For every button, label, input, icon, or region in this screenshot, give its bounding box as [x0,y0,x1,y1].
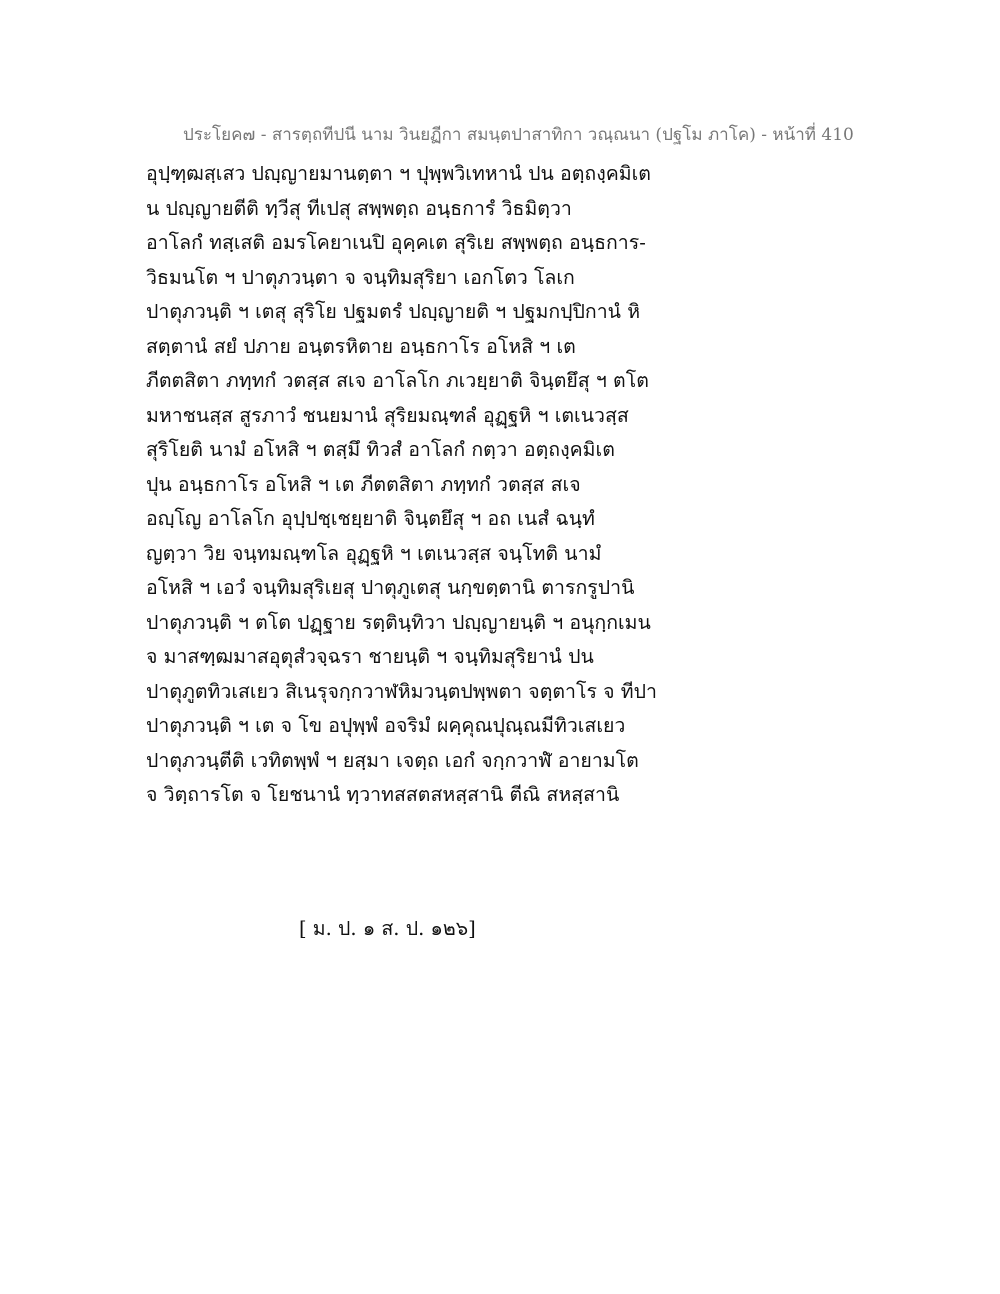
text-line: สตฺตานํ สยํ ปภาย อนฺตรหิตาย อนฺธกาโร อโหสิ ฯ เต [146,334,576,358]
body-text [146,157,706,813]
text-line: อุปฺฑฺฒสฺเสว ปญฺญายมานตฺตา ฯ ปุพฺพวิเทหานํ ปน อตฺถงฺคมิเต [146,162,651,185]
text-line: ปาตุภวนฺติ ฯ เต จ โข อปุพฺพํ อจริมํ ผคฺคุณปุณฺณมีทิวเสเยว [146,714,626,737]
text-line: ปาตุภูตทิวเสเยว สิเนรุจกฺกวาฬหิมวนฺตปพฺพตา จตฺตาโร จ ทีปา [146,679,657,703]
text-line: ภีตตสิตา ภทฺทกํ วตสฺส สเจ อาโลโก ภเวยฺยาติ จินฺตยึสุ ฯ ตโต [146,369,649,392]
text-line: ญตฺวา วิย จนฺทมณฺฑโล อุฏฺฐหิ ฯ เตเนวสฺส จนฺโทติ นามํ [146,541,602,565]
text-line: จ วิตฺถารโต จ โยชนานํ ทฺวาทสสตสหสฺสานิ ตีณิ สหสฺสานิ [146,783,620,806]
page-header: ประโยค๗ - สารตฺถทีปนี นาม วินยฏีกา สมนฺตปาสาทิกา วณฺณนา (ปฐโม ภาโค) - หน้าที่ 410 [183,125,854,145]
text-line: อญฺโญ อาโลโก อุปฺปชฺเชยฺยาติ จินฺตยึสุ ฯ อถ เนสํ ฉนฺทํ [146,507,595,530]
text-line: สุริโยติ นามํ อโหสิ ฯ ตสฺมึ ทิวสํ อาโลกํ กตฺวา อตฺถงฺคมิเต [146,438,615,461]
footnote-reference: [ ม. ป. ๑ ส. ป. ๑๒๖] [299,917,476,940]
text-line: จ มาสฑฺฒมาสอุตุสํวจฺฉรา ชายนฺติ ฯ จนฺทิมสุริยานํ ปน [146,645,594,668]
text-line: ปาตุภวนฺติ ฯ ตโต ปฏฺฐาย รตฺตินฺทิวา ปญฺญายนฺติ ฯ อนุกฺกเมน [146,610,651,634]
text-line: วิธมนโต ฯ ปาตุภวนฺตา จ จนฺทิมสุริยา เอกโตว โลเก [146,265,575,289]
text-line: น ปญฺญายตีติ ทฺวีสุ ทีเปสุ สพฺพตฺถ อนฺธการํ วิธมิตฺวา [146,196,572,220]
text-line: อาโลกํ ทสฺเสติ อมรโคยาเนปิ อุคฺคเต สุริเย สพฺพตฺถ อนฺธการ- [146,231,646,254]
text-line: ปาตุภวนฺติ ฯ เตสุ สุริโย ปฐมตรํ ปญฺญายติ ฯ ปฐมกปฺปิกานํ หิ [146,300,641,323]
text-line: มหาชนสฺส สูรภาวํ ชนยมานํ สุริยมณฺฑลํ อุฏฺฐหิ ฯ เตเนวสฺส [146,403,629,427]
text-line: ปาตุภวนฺตีติ เวทิตพฺพํ ฯ ยสฺมา เจตฺถ เอกํ จกฺกวาฬํ อายามโต [146,748,639,772]
text-line: อโหสิ ฯ เอวํ จนฺทิมสุริเยสุ ปาตุภูเตสุ นกฺขตฺตานิ ตารกรูปานิ [146,576,635,599]
text-line: ปุน อนฺธกาโร อโหสิ ฯ เต ภีตตสิตา ภทฺทกํ วตสฺส สเจ [146,472,581,496]
